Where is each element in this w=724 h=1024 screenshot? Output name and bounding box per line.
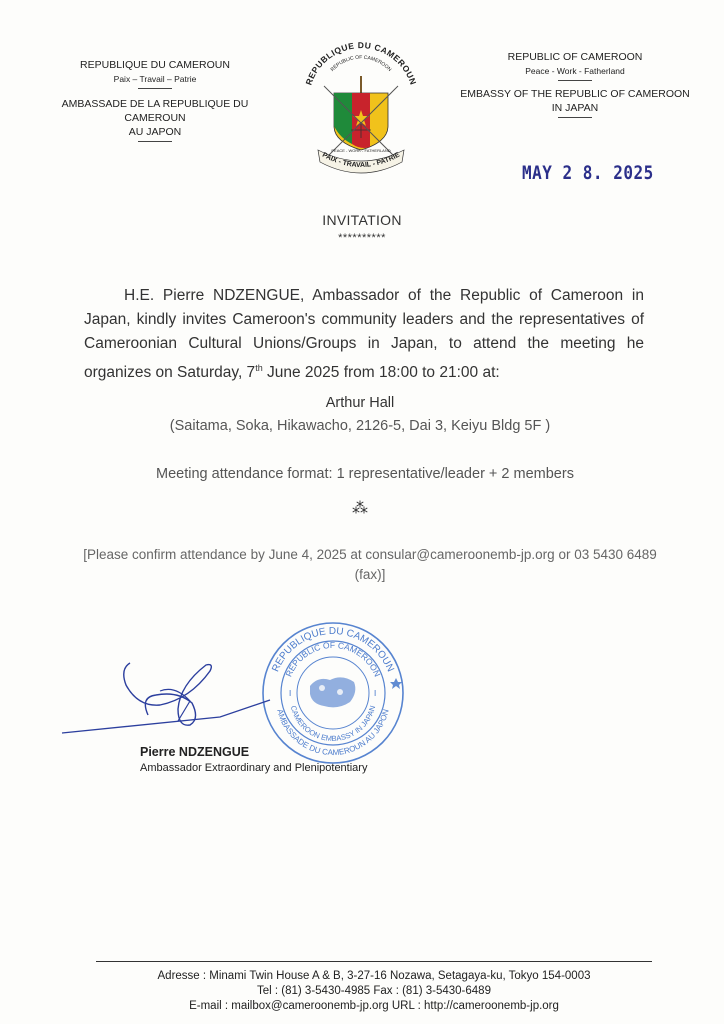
- footer: [96, 969, 652, 1014]
- confirm-line-1: [Please confirm attendance by June 4, 2025 at consular@cameroonemb-jp.org or 03 5430 6489: [83, 547, 657, 562]
- footer-email-url: E-mail : mailbox@cameroonemb-jp.org URL : http://cameroonemb-jp.org: [189, 1000, 559, 1012]
- asterism-separator: ⁂: [352, 500, 368, 517]
- header-left-rule: [138, 88, 172, 89]
- emblem-ring-top: REPUBLIQUE DU CAMEROUN: [303, 40, 419, 87]
- header-left-motto: Paix – Travail – Patrie: [113, 74, 197, 84]
- header-right-rule-2: [558, 117, 592, 118]
- coat-of-arms-icon: [296, 38, 426, 188]
- header-left-rule-2: [138, 141, 172, 142]
- header-left-embassy-line2: AU JAPON: [128, 126, 182, 138]
- seal-bottom-inner-text: CAMEROON EMBASSY IN JAPAN: [288, 704, 378, 744]
- header-right-country: REPUBLIC OF CAMEROON: [507, 51, 643, 63]
- header-right-rule: [558, 80, 592, 81]
- emblem-motto-small: PEACE - WORK - FATHERLAND: [331, 148, 391, 153]
- emblem-ring-inner: REPUBLIC OF CAMEROON: [329, 54, 393, 73]
- seal-bottom-outer-text: AMBASSADE DU CAMEROUN AU JAPON: [275, 708, 391, 758]
- invitation-body-main-end: June 2025 from 18:00 to 21:00 at:: [262, 364, 500, 382]
- footer-divider: [96, 961, 652, 962]
- signatory-name: Pierre NDZENGUE: [140, 745, 250, 759]
- signature-icon: [60, 655, 320, 745]
- venue-address: (Saitama, Soka, Hikawacho, 2126-5, Dai 3, Keiyu Bldg 5F ): [169, 418, 551, 434]
- invitation-body-main: H.E. Pierre NDZENGUE, Ambassador of the Republic of Cameroon in Japan, kindly invites Cameroon's community leaders and the representatives of Cameroonian Cultural Unions/Groups in Japan, to attend the meeting he organizes on Saturday, 7: [84, 287, 644, 382]
- header-right: [455, 50, 695, 121]
- venue-name: Arthur Hall: [325, 395, 395, 411]
- seal-num-left: I: [289, 689, 292, 698]
- seal-outer-text: REPUBLIQUE DU CAMEROUN: [270, 625, 396, 674]
- invitation-body-sup: th: [255, 363, 263, 373]
- header-left-embassy-line1: AMBASSADE DE LA REPUBLIQUE DU CAMEROUN: [61, 98, 249, 124]
- title-stars: **********: [338, 232, 386, 244]
- emblem-motto-banner: PAIX - TRAVAIL - PATRIE: [320, 151, 402, 170]
- header-right-embassy-line2: IN JAPAN: [551, 102, 599, 114]
- invitation-body: [84, 284, 644, 385]
- header-right-embassy-line1: EMBASSY OF THE REPUBLIC OF CAMEROON: [460, 88, 690, 100]
- handwritten-signature: [60, 655, 320, 745]
- coat-of-arms-emblem: [296, 38, 426, 188]
- svg-text:REPUBLIC OF CAMEROON: [330, 55, 393, 74]
- seal-inner-text: REPUBLIC OF CAMEROON: [283, 639, 383, 679]
- footer-address: Adresse : Minami Twin House A & B, 3-27-16 Nozawa, Setagaya-ku, Tokyo 154-0003: [157, 970, 591, 982]
- header-left-country: REPUBLIQUE DU CAMEROUN: [80, 59, 230, 71]
- header-right-motto: Peace - Work - Fatherland: [525, 66, 625, 76]
- attendance-format: Meeting attendance format: 1 representative/leader + 2 members: [156, 466, 574, 482]
- date-stamp: MAY 2 8. 2025: [522, 161, 654, 184]
- seal-num-right: I: [374, 689, 377, 698]
- footer-phone-fax: Tel : (81) 3-5430-4985 Fax : (81) 3-5430-6489: [257, 985, 491, 997]
- confirm-line-2: (fax)]: [354, 567, 386, 582]
- header-left: [30, 58, 280, 145]
- page-title: INVITATION: [322, 212, 402, 228]
- confirm-attendance: [60, 545, 680, 585]
- signatory-title: Ambassador Extraordinary and Plenipotentiary: [140, 762, 368, 774]
